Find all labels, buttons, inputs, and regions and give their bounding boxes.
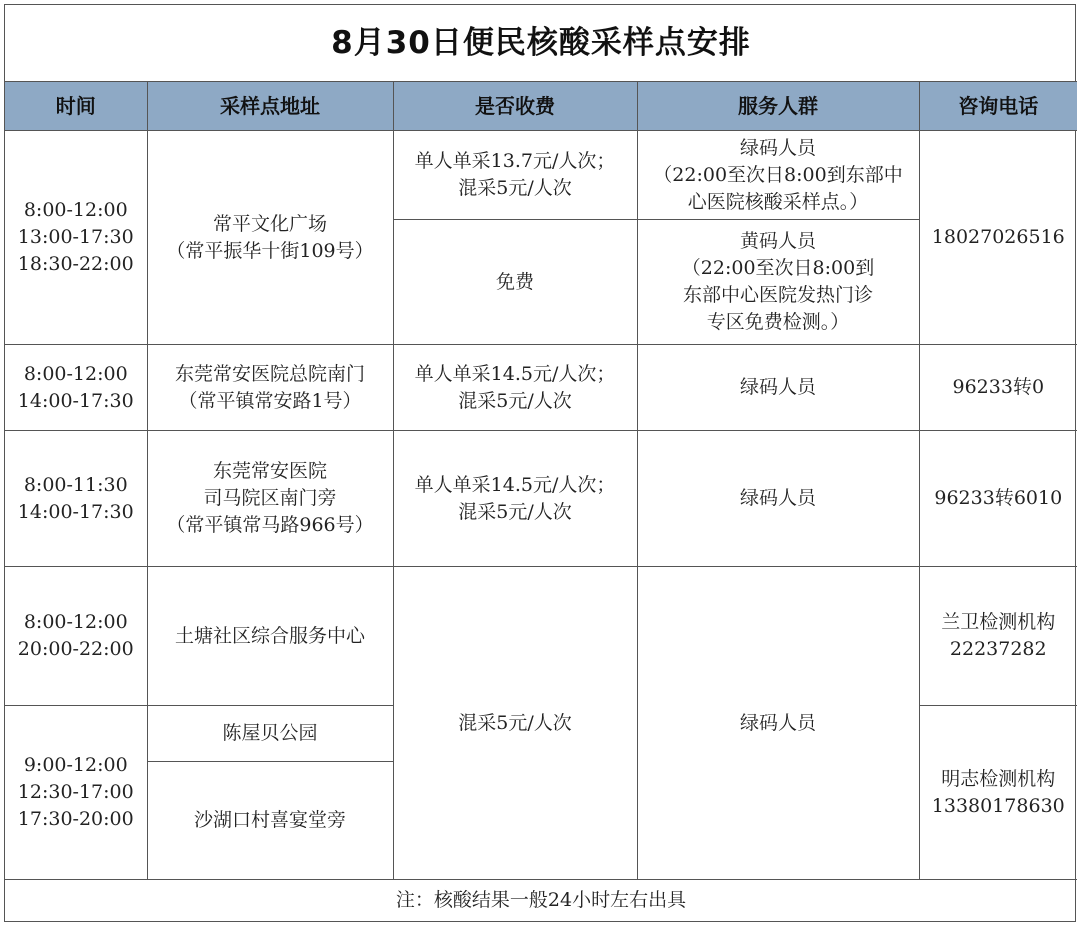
- phone-cell: 96233转0: [919, 345, 1077, 431]
- header-fee: 是否收费: [393, 82, 637, 131]
- fee-cell: 免费: [393, 220, 637, 345]
- footnote: 注：核酸结果一般24小时左右出具: [5, 880, 1077, 921]
- time-cell: 8:00-11:30 14:00-17:30: [5, 431, 147, 567]
- phone-cell: 96233转6010: [919, 431, 1077, 567]
- time-cell: 8:00-12:00 13:00-17:30 18:30-22:00: [5, 131, 147, 345]
- fee-cell: 混采5元/人次: [393, 567, 637, 880]
- header-address: 采样点地址: [147, 82, 393, 131]
- phone-cell: 兰卫检测机构 22237282: [919, 567, 1077, 706]
- sampling-schedule-table: [5, 5, 1077, 920]
- phone-cell: 18027026516: [919, 131, 1077, 345]
- table-row: [5, 431, 1077, 567]
- table-row: [5, 345, 1077, 431]
- time-cell: 9:00-12:00 12:30-17:00 17:30-20:00: [5, 706, 147, 880]
- address-cell: 陈屋贝公园: [147, 706, 393, 762]
- time-cell: 8:00-12:00 20:00-22:00: [5, 567, 147, 706]
- address-cell: 土塘社区综合服务中心: [147, 567, 393, 706]
- fee-cell: 单人单采13.7元/人次； 混采5元/人次: [393, 131, 637, 220]
- address-cell: 东莞常安医院总院南门 （常平镇常安路1号）: [147, 345, 393, 431]
- address-cell: 沙湖口村喜宴堂旁: [147, 762, 393, 880]
- time-cell: 8:00-12:00 14:00-17:30: [5, 345, 147, 431]
- group-cell: 黄码人员 （22:00至次日8:00到 东部中心医院发热门诊 专区免费检测。）: [637, 220, 919, 345]
- address-cell: 东莞常安医院 司马院区南门旁 （常平镇常马路966号）: [147, 431, 393, 567]
- group-cell: 绿码人员: [637, 431, 919, 567]
- phone-cell: 明志检测机构 13380178630: [919, 706, 1077, 880]
- header-row: [5, 82, 1077, 131]
- table-row: [5, 567, 1077, 706]
- page-title: 8月30日便民核酸采样点安排: [5, 5, 1077, 82]
- schedule-sheet: [4, 4, 1076, 922]
- group-cell: 绿码人员: [637, 345, 919, 431]
- group-cell: 绿码人员 （22:00至次日8:00到东部中 心医院核酸采样点。）: [637, 131, 919, 220]
- fee-cell: 单人单采14.5元/人次； 混采5元/人次: [393, 345, 637, 431]
- header-group: 服务人群: [637, 82, 919, 131]
- note-row: [5, 880, 1077, 921]
- header-time: 时间: [5, 82, 147, 131]
- title-row: [5, 5, 1077, 82]
- address-cell: 常平文化广场 （常平振华十街109号）: [147, 131, 393, 345]
- table-row: [5, 131, 1077, 220]
- group-cell: 绿码人员: [637, 567, 919, 880]
- header-phone: 咨询电话: [919, 82, 1077, 131]
- fee-cell: 单人单采14.5元/人次； 混采5元/人次: [393, 431, 637, 567]
